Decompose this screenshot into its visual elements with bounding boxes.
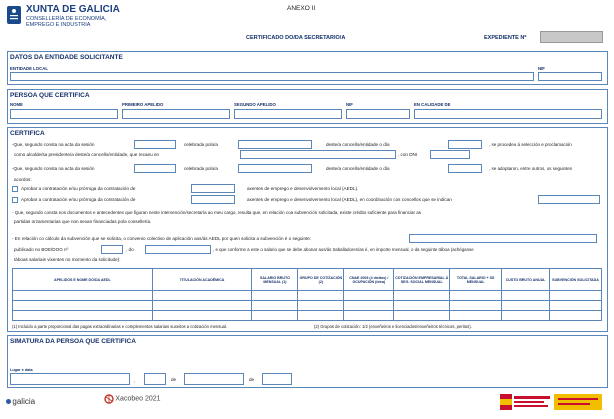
col-header-grupo: GRUPO DE COTIZACIÓN (2) xyxy=(298,269,344,291)
lugar-input[interactable] xyxy=(10,373,130,385)
col-header-titulacion: TITULACIÓN ACADÉMICA xyxy=(152,269,252,291)
cb-aedl-coord-checkbox[interactable] xyxy=(12,197,18,203)
col-header-cotizacion: COTIZACIÓN EMPRESARIAL Á SEG. SOCIAL MENSUAL xyxy=(394,269,450,291)
ano-input[interactable] xyxy=(262,373,292,385)
annex-label: ANEXO II xyxy=(287,5,316,12)
entidade-local-label: ENTIDADE LOCAL xyxy=(10,66,48,71)
p4-text-2c: , e que conforme a este o salario que se debe abonar aos/ás traballadores/as é, en importe mensual, o da seguinte táboa (achéganse xyxy=(213,247,474,252)
p2-sesion-input[interactable] xyxy=(134,164,176,173)
calidade-label: EN CALIDADE DE xyxy=(414,102,451,107)
p2-text-d: , se adoptaron, entre outros, os seguintes xyxy=(489,166,573,171)
nome-label: NOME xyxy=(10,102,23,107)
entidade-nif-input[interactable] xyxy=(538,72,602,81)
cb-aedl-checkbox[interactable] xyxy=(12,186,18,192)
brand-title: XUNTA DE GALICIA xyxy=(26,4,120,15)
col-header-cnae: CNAE 2009 (4 díxitos) / OCUPACIÓN (letra) xyxy=(344,269,394,291)
nome-input[interactable] xyxy=(10,109,118,119)
col-header-nome: APELIDOS E NOME DO/DA AEDL xyxy=(13,269,153,291)
entidade-heading: DATOS DA ENTIDADE SOLICITANTE xyxy=(10,54,123,61)
p2-text-e: acordos: xyxy=(14,177,32,182)
p4-text-1: - En relación co cálculo da subvención que se solicita, o convenio colectivo de aplicación aos/ás AEDL por quen solicita a subvención é o seguinte: xyxy=(12,236,312,241)
p1-text-b: celebrada polo/a xyxy=(184,142,218,147)
galicia-logo-icon xyxy=(6,399,11,404)
expediente-field[interactable] xyxy=(540,31,603,43)
apelido1-label: PRIMEIRO APELIDO xyxy=(122,102,164,107)
persoa-nif-input[interactable] xyxy=(346,109,410,119)
xunta-shield-icon xyxy=(6,5,22,25)
p1-text-c: deste/a concello/entidade o día xyxy=(326,142,390,147)
xacobeo-logo xyxy=(104,394,161,404)
gobierno-espana-icon xyxy=(500,392,604,412)
galicia-logo xyxy=(6,397,35,406)
p3-text-1: - Que, segundo consta nos documentos e antecedentes que figuran neste intervención/secretaría ao meu cargo, resulta que, en relación coa subvención solicitada, existe crédito suficiente para financiar as xyxy=(12,210,421,215)
document-title: CERTIFICADO DO/DA SECRETARIO/A xyxy=(246,35,346,41)
galicia-logo-text: galicia xyxy=(12,397,36,406)
p2-dia-input[interactable] xyxy=(448,164,482,173)
cb2-concellos-input[interactable] xyxy=(538,195,600,204)
p1-nome-input[interactable] xyxy=(240,150,396,159)
p2-organo-input[interactable] xyxy=(238,164,312,173)
col-header-salario: SALARIO BRUTO MENSUAL (1) xyxy=(252,269,298,291)
table-row[interactable] xyxy=(13,311,602,321)
col-header-subvencion: SUBVENCIÓN SOLICITADA xyxy=(550,269,602,291)
p3-text-2: partidas orzamentarias que non sexan financiadas pola consellería. xyxy=(14,219,152,224)
p1-dni-input[interactable] xyxy=(430,150,470,159)
entidade-local-input[interactable] xyxy=(10,72,534,81)
persoa-heading: PERSOA QUE CERTIFICA xyxy=(10,92,90,99)
salary-table xyxy=(12,268,602,321)
apelido2-label: SEGUNDO APELIDO xyxy=(234,102,276,107)
persoa-nif-label: NIF xyxy=(346,102,353,107)
table-note-2: (2) Grupos de cotización: 1/2 (enxeñeiros e licenciados/enxeñeiros técnicos, peritos). xyxy=(314,324,472,329)
table-row[interactable] xyxy=(13,291,602,301)
table-note-1: (1) Incluído a parte proporcional das pagas extraordinarias e complementos salariais suxeitos a cotización mensual. xyxy=(12,324,228,329)
brand-dept-line1: CONSELLERÍA DE ECONOMÍA, xyxy=(26,16,107,22)
xacobeo-shell-icon xyxy=(104,394,114,404)
p4-boe-date-input[interactable] xyxy=(145,245,211,254)
p1-dia-input[interactable] xyxy=(448,140,482,149)
dia-input[interactable] xyxy=(144,373,166,385)
xunta-logo xyxy=(6,5,22,25)
table-row[interactable] xyxy=(13,301,602,311)
p1-text-a: -Que, segundo consta na acta da sesión xyxy=(12,142,95,147)
p4-boe-number-input[interactable] xyxy=(101,245,123,254)
gobierno-espana-logo xyxy=(500,392,604,412)
sinatura-heading: SIMATURA DA PERSOA QUE CERTIFICA xyxy=(10,338,136,345)
p2-text-c: deste/a concello/entidade o día xyxy=(326,166,390,171)
p1-text-e: como alcalde/sa presidente/a deste/a concello/entidade, que recaeu en xyxy=(14,152,160,157)
cb2-text-a: Aprobar a contratación e/ou prórroga da contratación de xyxy=(21,197,136,202)
mes-input[interactable] xyxy=(184,373,244,385)
certifica-heading: CERTIFICA xyxy=(10,130,45,137)
apelido2-input[interactable] xyxy=(234,109,342,119)
calidade-input[interactable] xyxy=(414,109,602,119)
brand-dept-line2: EMPREGO E INDUSTRIA xyxy=(26,22,91,28)
entidade-nif-label: NIF xyxy=(538,66,545,71)
col-header-custo: CUSTO BRUTO ANUAL xyxy=(502,269,550,291)
cb2-number-input[interactable] xyxy=(191,195,235,204)
p4-convenio-input[interactable] xyxy=(409,234,597,243)
cb1-text-b: axentes de emprego e desenvolvemento local (AEDL). xyxy=(247,186,359,191)
p1-organo-input[interactable] xyxy=(238,140,312,149)
cb1-text-a: Aprobar a contratación e/ou prórroga da contratación de xyxy=(21,186,136,191)
p1-text-f: , con DNI xyxy=(398,152,418,157)
col-header-total: TOTAL SALARIO + SS MENSUAL xyxy=(450,269,502,291)
cb1-number-input[interactable] xyxy=(191,184,235,193)
lugar-comma: , xyxy=(134,378,136,383)
expediente-label: EXPEDIENTE Nº xyxy=(484,35,527,41)
lugar-data-label: Lugar e data xyxy=(10,368,33,372)
p1-text-d: , se procedeu á selección e proclamación xyxy=(489,142,572,147)
p4-text-2a: publicado no BOE/DOG nº xyxy=(14,247,69,252)
salary-table-header xyxy=(13,269,602,291)
de-label-2: de xyxy=(249,377,255,382)
de-label-1: de xyxy=(171,377,177,382)
cb2-text-b: axentes de emprego e desenvolvemento local (AEDL), en coordinación cos concellos que se indican xyxy=(247,197,452,202)
xacobeo-text: Xacobeo 2021 xyxy=(115,395,161,403)
apelido1-input[interactable] xyxy=(122,109,230,119)
p2-text-b: celebrada polo/a xyxy=(184,166,218,171)
p1-sesion-input[interactable] xyxy=(134,140,176,149)
p2-text-a: -Que, segundo consta na acta da sesión xyxy=(12,166,95,171)
p4-text-3: táboas salariais vixentes no momento da solicitude): xyxy=(14,257,121,262)
p4-text-2b: , do xyxy=(126,247,134,252)
